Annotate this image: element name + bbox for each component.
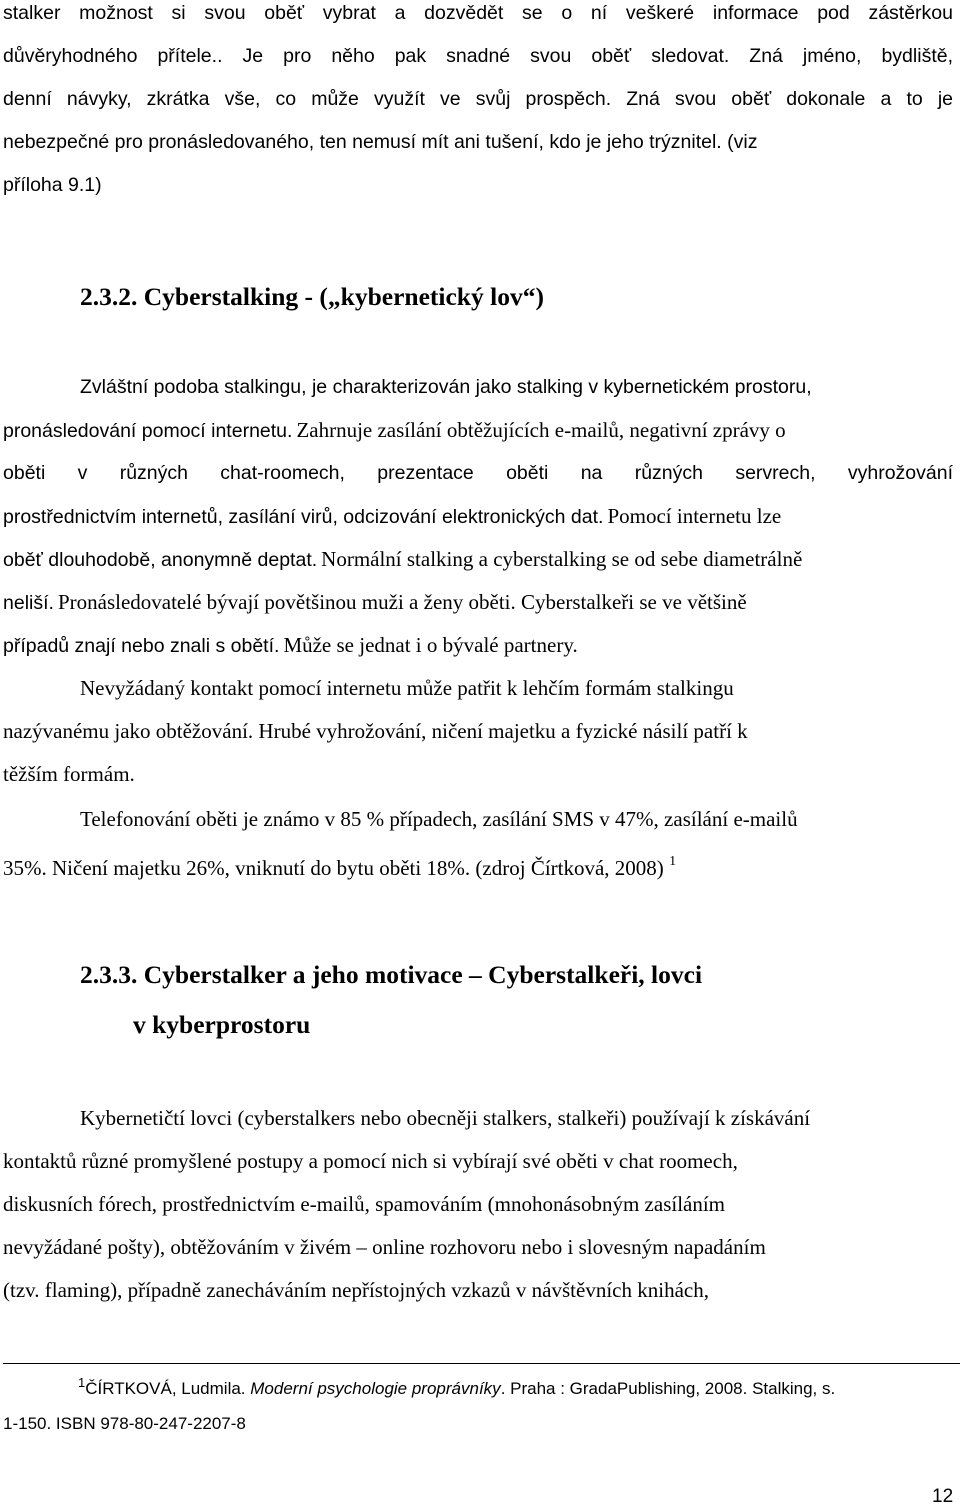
text-run: Normální stalking a cyberstalking se od sebe diametrálně — [321, 547, 803, 571]
text-run: pronásledování pomocí internetu. — [3, 420, 293, 442]
body-line: diskusních fórech, prostřednictvím e-mailů, spamováním (mnohonásobným zasíláním — [3, 1192, 726, 1216]
footnote-number: 1 — [78, 1375, 86, 1390]
footnote-author: ČÍRTKOVÁ, Ludmila. — [85, 1379, 246, 1398]
text-run: případů znají nebo znali s obětí. — [3, 635, 280, 657]
footnote-line — [78, 1372, 835, 1400]
body-line: Nevyžádaný kontakt pomocí internetu může patřit k lehčím formám stalkingu — [80, 676, 734, 700]
body-line: nevyžádané pošty), obtěžováním v živém – online rozhovoru nebo i slovesným napadáním — [3, 1235, 766, 1259]
body-line — [3, 503, 781, 532]
body-line — [3, 589, 747, 618]
text-run: prostřednictvím internetů, zasílání virů, odcizování elektronických dat. — [3, 506, 604, 528]
body-line: Kybernetičtí lovci (cyberstalkers nebo obecněji stalkers, stalkeři) používají k získávání — [80, 1106, 811, 1130]
page-number: 12 — [932, 1486, 954, 1507]
body-line: nazývanému jako obtěžování. Hrubé vyhrožování, ničení majetku a fyzické násilí patří k — [3, 719, 748, 743]
text-run: Pronásledovatelé bývají povětšinou muži a ženy oběti. Cyberstalkeři se ve většině — [57, 590, 747, 614]
body-line: (tzv. flaming), případně zanecháváním nepřístojných vzkazů v návštěvních knihách, — [3, 1278, 709, 1302]
footnote-title: Moderní psychologie proprávníky — [250, 1379, 501, 1398]
text-run: neliší. — [3, 592, 54, 614]
text-run: Zahrnuje zasílání obtěžujících e-mailů, negativní zprávy o — [296, 418, 786, 442]
body-line: oběti v různých chat-roomech, prezentace oběti na různých servrech, vyhrožování — [3, 462, 953, 484]
text-run: oběť dlouhodobě, anonymně deptat. — [3, 549, 318, 571]
body-line — [3, 632, 578, 661]
body-line — [3, 417, 786, 446]
footnote-rest: . Praha : GradaPublishing, 2008. Stalking, s. — [500, 1379, 836, 1398]
footnote-line: 1-150. ISBN 978-80-247-2207-8 — [3, 1414, 246, 1433]
body-line: stalker možnost si svou oběť vybrat a dozvědět se o ní veškeré informace pod zástěrkou — [3, 2, 953, 24]
body-line: Telefonování oběti je známo v 85 % případech, zasílání SMS v 47%, zasílání e-mailů — [80, 807, 798, 831]
text-run: 35%. Ničení majetku 26%, vniknutí do bytu oběti 18%. (zdroj Čírtková, 2008) — [3, 856, 664, 880]
section-heading-continued: v kyberprostoru — [133, 1010, 311, 1039]
body-line: kontaktů různé promyšlené postupy a pomocí nich si vybírají své oběti v chat roomech, — [3, 1149, 738, 1173]
body-line: nebezpečné pro pronásledovaného, ten nemusí mít ani tušení, kdo je jeho trýznitel. (viz — [3, 131, 758, 153]
body-line: Zvláštní podoba stalkingu, je charakterizován jako stalking v kybernetickém prostoru, — [80, 376, 812, 398]
body-line — [3, 849, 676, 881]
body-line: příloha 9.1) — [3, 174, 102, 196]
text-run: Může se jednat i o bývalé partnery. — [283, 633, 578, 657]
text-run: Pomocí internetu lze — [607, 504, 782, 528]
footnote-separator — [3, 1363, 960, 1364]
body-line: denní návyky, zkrátka vše, co může využít ve svůj prospěch. Zná svou oběť dokonale a to je — [3, 88, 953, 110]
section-heading: 2.3.2. Cyberstalking - („kybernetický lov“) — [80, 282, 544, 311]
footnote-reference[interactable]: 1 — [669, 854, 677, 869]
body-line: důvěryhodného přítele.. Je pro něho pak snadné svou oběť sledovat. Zná jméno, bydliště, — [3, 45, 953, 67]
section-heading: 2.3.3. Cyberstalker a jeho motivace – Cyberstalkeři, lovci — [80, 960, 703, 989]
body-line — [3, 546, 802, 575]
body-line: těžším formám. — [3, 762, 135, 786]
